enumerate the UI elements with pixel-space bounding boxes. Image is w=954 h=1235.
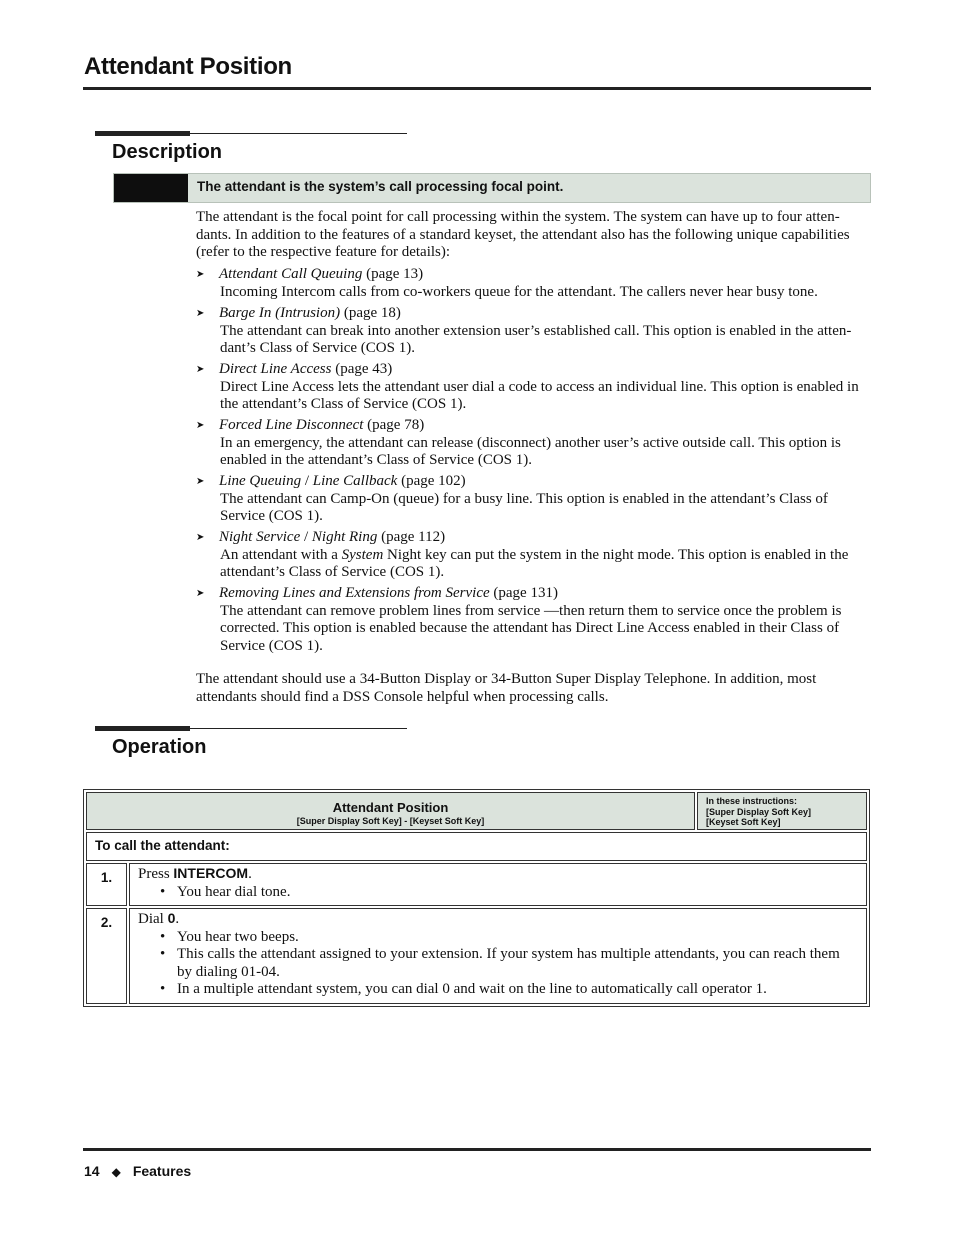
feature-desc: In an emergency, the attendant can release (disconnect) another user’s active outside call. This option is enabled in the attendant’s Class of Service (COS 1). xyxy=(220,434,841,468)
feature-link[interactable]: Line Callback xyxy=(312,473,398,489)
feature-item xyxy=(196,585,871,655)
table-subtitle: [Super Display Soft Key] - [Keyset Soft Key] xyxy=(296,816,485,826)
list-item: • In a multiple attendant system, you can dial 0 and wait on the line to automatically call operator 1. xyxy=(160,981,767,997)
page-ref: (page 13) xyxy=(366,266,424,282)
feature-desc: Direct Line Access lets the attendant user dial a code to access an individual line. This option is enabled in the attendant’s Class of Service (COS 1). xyxy=(220,378,859,412)
table-row xyxy=(86,863,867,906)
step-body: Dial 0. • You hear two beeps. • This calls the attendant assigned to your extension. If your system has multiple attendants, you can reach them by dialing 01-04. • In a multiple attendant system, you can dial 0 and wait on the line to automatically call operator 1. xyxy=(129,908,867,1004)
description-heading: Description xyxy=(112,141,223,163)
section-rule-thin xyxy=(95,133,407,134)
step-number: 1. xyxy=(86,863,127,906)
feature-separator: / xyxy=(300,529,312,545)
title-rule xyxy=(83,87,871,90)
feature-item xyxy=(196,266,871,301)
list-item: • You hear dial tone. xyxy=(160,883,291,900)
feature-item xyxy=(196,417,871,470)
arrow-bullet-icon: ➤ xyxy=(196,269,205,280)
page-ref: (page 112) xyxy=(381,529,446,545)
feature-link[interactable]: Barge In (Intrusion) xyxy=(219,305,341,321)
feature-item xyxy=(196,529,871,582)
feature-desc: The attendant can remove problem lines from service —then return them to service once the problem is corrected. This option is enabled because the attendant has Direct Line Access enabled in their Class of Service (COS 1). xyxy=(220,602,842,654)
arrow-bullet-icon: ➤ xyxy=(196,532,205,543)
feature-link[interactable]: Attendant Call Queuing xyxy=(219,266,363,282)
table-header xyxy=(86,792,695,830)
feature-link[interactable]: Forced Line Disconnect xyxy=(219,417,364,433)
feature-link[interactable]: Night Ring xyxy=(311,529,378,545)
page-ref: (page 43) xyxy=(335,361,393,377)
operation-heading: Operation xyxy=(112,736,207,758)
key-label: INTERCOM xyxy=(173,865,249,881)
table-title: Attendant Position xyxy=(332,800,449,815)
operation-table xyxy=(83,789,870,1007)
feature-link[interactable]: Line Queuing xyxy=(219,473,302,489)
footer-rule xyxy=(83,1148,871,1151)
arrow-bullet-icon: ➤ xyxy=(196,476,205,487)
arrow-bullet-icon: ➤ xyxy=(196,308,205,319)
footer-section: Features xyxy=(132,1163,192,1179)
table-side-note: In these instructions: [Super Display Soft Key] [Keyset Soft Key] xyxy=(697,792,867,830)
feature-item xyxy=(196,305,871,358)
page-ref: (page 78) xyxy=(367,417,425,433)
list-item: • You hear two beeps. xyxy=(160,928,299,945)
arrow-bullet-icon: ➤ xyxy=(196,588,205,599)
page-number: 14 xyxy=(84,1163,100,1179)
closing-paragraph: The attendant should use a 34-Button Display or 34-Button Super Display Telephone. In addition, most attendants should find a DSS Console helpful when processing calls. xyxy=(196,671,817,705)
table-row xyxy=(86,908,867,1004)
feature-link[interactable]: Night Service xyxy=(219,529,301,545)
arrow-bullet-icon: ➤ xyxy=(196,364,205,375)
step-number: 2. xyxy=(86,908,127,1004)
step-body: Press INTERCOM. • You hear dial tone. xyxy=(129,863,867,906)
feature-separator: / xyxy=(301,473,313,489)
feature-item xyxy=(196,361,871,414)
feature-desc: The attendant can Camp-On (queue) for a busy line. This option is enabled in the attendant’s Class of Service (COS 1). xyxy=(220,490,828,524)
key-label: 0 xyxy=(167,910,176,926)
feature-link[interactable]: Removing Lines and Extensions from Service xyxy=(219,585,490,601)
page-ref: (page 131) xyxy=(493,585,558,601)
arrow-bullet-icon: ➤ xyxy=(196,420,205,431)
diamond-icon: ◆ xyxy=(111,1165,121,1179)
summary-marker xyxy=(114,174,188,202)
page-ref: (page 102) xyxy=(401,473,466,489)
feature-desc: An attendant with a System Night key can put the system in the night mode. This option is enabled in the attendant’s Class of Service (COS 1). xyxy=(220,546,849,580)
page-ref: (page 18) xyxy=(343,305,401,321)
table-subheading: To call the attendant: xyxy=(86,832,867,861)
section-rule-thin xyxy=(95,728,407,729)
summary-box xyxy=(113,173,871,203)
feature-item xyxy=(196,473,871,526)
feature-link[interactable]: Direct Line Access xyxy=(219,361,332,377)
summary-text: The attendant is the system’s call processing focal point. xyxy=(197,179,564,194)
intro-paragraph: The attendant is the focal point for call processing within the system. The system can have up to four atten-dants. In addition to the features of a standard keyset, the attendant also has the following unique capabilities (refer to the respective feature for details): xyxy=(196,209,850,260)
feature-desc: The attendant can break into another extension user’s established call. This option is enabled in the atten-dant’s Class of Service (COS 1). xyxy=(220,322,852,356)
list-item: • This calls the attendant assigned to your extension. If your system has multiple attendants, you can reach them by dialing 01-04. xyxy=(160,946,840,980)
page-title: Attendant Position xyxy=(84,53,292,80)
feature-desc: Incoming Intercom calls from co-workers queue for the attendant. The callers never hear busy tone. xyxy=(220,283,818,300)
footer xyxy=(84,1163,191,1179)
